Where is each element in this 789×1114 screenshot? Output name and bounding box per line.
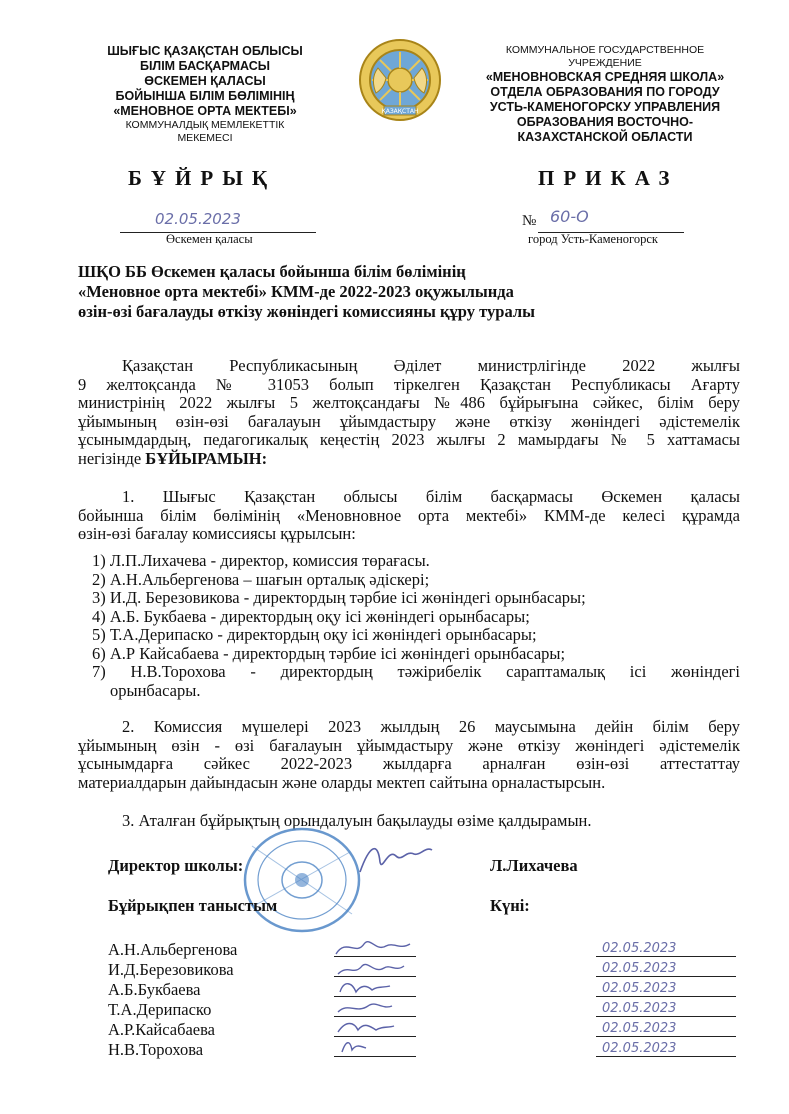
preamble-line: ұсынымдардың, педагогикалық кеңестің 2023 жылғы 2 мамырдағы № 5 хаттамасы xyxy=(78,430,740,449)
subject-line: «Меновное орта мектебі» КММ-де 2022-2023 оқужылында xyxy=(78,282,514,301)
header-ru-line: КАЗАХСТАНСКОЙ ОБЛАСТИ xyxy=(517,130,693,144)
title-ru: ПРИКАЗ xyxy=(538,166,679,190)
city-kz: Өскемен қаласы xyxy=(166,232,253,246)
header-kz-line: БОЙЫНША БІЛІМ БӨЛІМІНІҢ xyxy=(115,89,295,103)
item-2 xyxy=(78,718,740,792)
member-item: орынбасары. xyxy=(110,680,201,700)
title-kz: БҰЙРЫҚ xyxy=(128,166,277,190)
item2-line: материалдарын дайындасын және оларды мектеп сайтына орналастырсын. xyxy=(78,772,606,792)
item1-line: 1. Шығыс Қазақстан облысы білім басқармасы Өскемен қаласы xyxy=(122,487,740,506)
header-ru-small: КОММУНАЛЬНОЕ ГОСУДАРСТВЕННОЕ xyxy=(505,44,705,56)
item1-line: бойынша білім бөлімінің «Меновновное орта мектебі» КММ-де келесі құрамда xyxy=(78,505,740,525)
preamble-line: Қазақстан Республикасының Әділет министрлігінде 2022 жылғы xyxy=(122,356,740,375)
subject-line: ШҚО ББ Өскемен қаласы бойынша білім бөлімінің xyxy=(78,262,466,281)
member-item: 6) А.Р Кайсабаева - директордың тәрбие ісі жөніндегі орынбасары; xyxy=(92,643,566,663)
header-ru-line: «МЕНОВНОВСКАЯ СРЕДНЯЯ ШКОЛА» xyxy=(485,70,725,84)
acquainted-date: 02.05.2023 xyxy=(602,1001,677,1016)
school-stamp-icon xyxy=(242,826,362,934)
director-name: Л.Лихачева xyxy=(490,856,578,875)
acquainted-date: 02.05.2023 xyxy=(602,961,677,976)
preamble-last: негізінде xyxy=(78,448,142,468)
preamble-line: ұйымының өзін-өзі бағалауын ұйымдастыру және өткізу жөніндегі әдістемелік xyxy=(78,411,740,431)
header-ru-small: УЧРЕЖДЕНИЕ xyxy=(568,57,642,69)
acknowledged-label: Бұйрықпен таныстым xyxy=(108,896,278,915)
header-kz-small: МЕКЕМЕСІ xyxy=(177,132,233,144)
header-kz-line: БІЛІМ БАСҚАРМАСЫ xyxy=(139,59,271,73)
date-label: Күні: xyxy=(490,896,530,915)
member-item: 5) Т.А.Дерипаско - директордың оқу ісі жөніндегі орынбасары; xyxy=(92,625,537,644)
acquainted-name: А.Н.Альбергенова xyxy=(108,940,238,959)
member-item: 1) Л.П.Лихачева - директор, комиссия төрағасы. xyxy=(92,551,430,570)
header-kz-line: ӨСКЕМЕН ҚАЛАСЫ xyxy=(144,74,266,88)
item2-line: ұйымының өзін - өзі бағалауын ұйымдастыру және өткізу жөніндегі әдістемелік xyxy=(78,735,740,755)
member-item: 2) А.Н.Альбергенова – шағын орталық әдіскері; xyxy=(92,569,430,589)
subject-line: өзін-өзі бағалауды өткізу жөніндегі комиссияны құру туралы xyxy=(78,302,535,321)
member-item: 3) И.Д. Березовикова - директордың тәрбие ісі жөніндегі орынбасары; xyxy=(92,588,586,607)
header-ru-line: ОТДЕЛА ОБРАЗОВАНИЯ ПО ГОРОДУ xyxy=(490,85,720,99)
acquainted-name: Т.А.Дерипаско xyxy=(108,1000,212,1019)
header-kz xyxy=(70,44,340,145)
preamble-line: 9 желтоқсанда № 31053 болып тіркелген Қазақстан Республикасы Ағарту xyxy=(78,374,740,394)
acquainted-name: А.Р.Кайсабаева xyxy=(108,1020,216,1039)
preamble-line: министрінің 2022 жылғы 5 желтоқсандағы №486 бұйрығына сәйкес, білім беру xyxy=(78,393,740,412)
director-signature-icon xyxy=(356,838,436,878)
acquainted-date: 02.05.2023 xyxy=(602,981,677,996)
emblem-text: ҚАЗАҚСТАН xyxy=(381,108,419,115)
item-1 xyxy=(78,488,740,544)
employee-signatures-icon xyxy=(330,928,430,1058)
number-prefix: № xyxy=(522,213,537,229)
item-3: 3. Аталған бұйрықтың орындалуын бақылауды өзіме қалдырамын. xyxy=(122,811,592,830)
acquainted-name: И.Д.Березовикова xyxy=(108,960,234,979)
member-item: 7) Н.В.Торохова - директордың тәжірибелік сараптамалық ісі жөніндегі xyxy=(92,662,740,681)
header-kz-line: ШЫҒЫС ҚАЗАҚСТАН ОБЛЫСЫ xyxy=(107,44,303,58)
header-kz-small: КОММУНАЛДЫҚ МЕМЛЕКЕТТІК xyxy=(125,119,285,131)
date-value: 02.05.2023 xyxy=(155,210,241,228)
acquainted-date: 02.05.2023 xyxy=(602,941,677,956)
acquainted-date: 02.05.2023 xyxy=(602,1041,677,1056)
item2-line: 2. Комиссия мүшелері 2023 жылдың 26 маусымына дейін білім беру xyxy=(122,717,740,736)
acquainted-date: 02.05.2023 xyxy=(602,1021,677,1036)
city-ru: город Усть-Каменогорск xyxy=(528,232,658,246)
preamble xyxy=(78,357,740,468)
header-ru-line: ОБРАЗОВАНИЯ ВОСТОЧНО- xyxy=(516,115,694,129)
header-ru xyxy=(460,44,750,145)
order-subject xyxy=(78,262,718,322)
preamble-last-line xyxy=(78,450,740,469)
order-word: БҰЙЫРАМЫН: xyxy=(145,448,268,468)
member-item: 4) А.Б. Букбаева - директордың оқу ісі жөніндегі орынбасары; xyxy=(92,606,530,626)
acquainted-name: Н.В.Торохова xyxy=(108,1040,204,1059)
item1-line: өзін-өзі бағалау комиссиясы құрылсын: xyxy=(78,524,356,543)
state-emblem-icon xyxy=(358,38,442,122)
item2-line: ұсынымдарға сәйкес 2022-2023 жылдарға арналған өзін-өзі аттестаттау xyxy=(78,754,740,773)
header-kz-line: «МЕНОВНОЕ ОРТА МЕКТЕБІ» xyxy=(113,104,297,118)
header-ru-line: УСТЬ-КАМЕНОГОРСКУ УПРАВЛЕНИЯ xyxy=(489,100,721,114)
number-value: 60-О xyxy=(550,207,589,226)
director-role: Директор школы: xyxy=(108,856,244,875)
acquainted-name: А.Б.Букбаева xyxy=(108,980,201,999)
members-list xyxy=(78,552,740,700)
